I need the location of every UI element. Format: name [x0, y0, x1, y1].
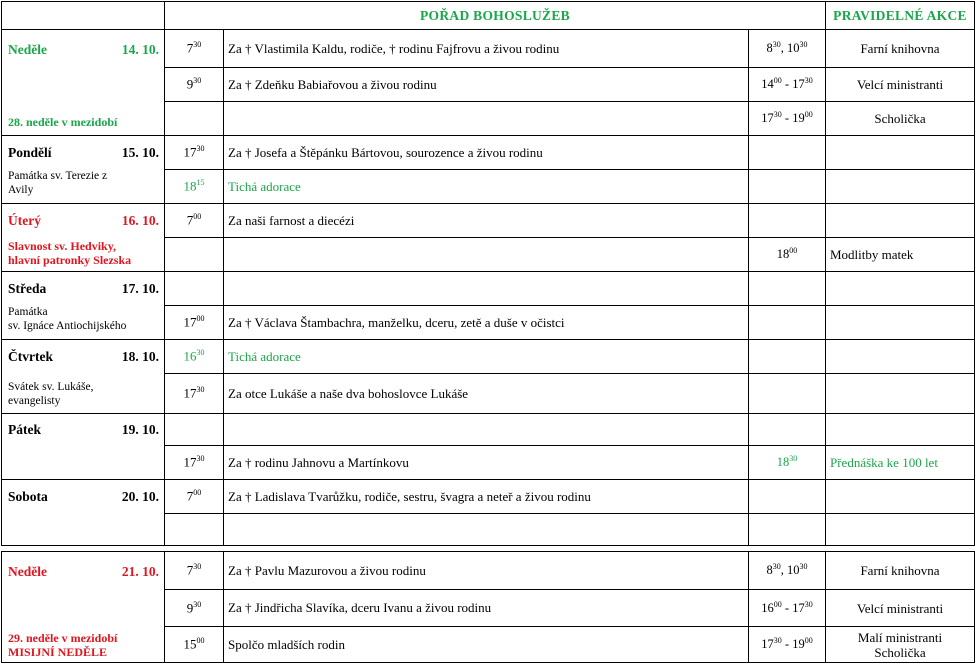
event-name: Farní knihovna [826, 552, 975, 590]
empty-cell [826, 374, 975, 414]
empty-cell [826, 414, 975, 446]
day-feast: Slavnost sv. Hedviky, hlavní patronky Slezska [8, 239, 132, 267]
day-name: Úterý [8, 213, 41, 228]
day-feast: Svátek sv. Lukáše, evangelisty [8, 381, 94, 407]
day-date: 18. 10. [121, 349, 159, 364]
day-date: 15. 10. [121, 145, 159, 160]
day-date: 16. 10. [121, 213, 159, 228]
mass-time: $17^{30}$ [165, 136, 224, 170]
day-monday [2, 136, 165, 204]
empty-cell [749, 480, 826, 514]
event-time: $16^{00} - 17^{30}$ [749, 590, 826, 627]
day-thursday [2, 340, 165, 414]
day-date: 14. 10. [121, 42, 159, 57]
adoration-text: Tichá adorace [224, 170, 749, 204]
mass-intention: Za † Zdeňku Babiařovou a živou rodinu [224, 68, 749, 102]
schedule-table [1, 1, 975, 663]
day-feast: Památka sv. Ignáce Antiochijského [8, 306, 127, 332]
adoration-text: Tichá adorace [224, 340, 749, 374]
day-friday [2, 414, 165, 480]
event-time: $18^{00}$ [749, 238, 826, 272]
day-name: Čtvrtek [8, 349, 53, 364]
empty-cell [224, 238, 749, 272]
services-header: POŘAD BOHOSLUŽEB [165, 2, 826, 30]
header-empty-cell [2, 2, 165, 30]
mass-intention: Spolčo mladších rodin [224, 627, 749, 663]
empty-cell [224, 102, 749, 136]
empty-cell [165, 238, 224, 272]
mass-intention: Za † Josefa a Štěpánku Bártovou, sourozence a živou rodinu [224, 136, 749, 170]
event-name: Velcí ministranti [826, 590, 975, 627]
day-name: Neděle [8, 564, 47, 579]
empty-cell [165, 414, 224, 446]
day-date: 17. 10. [121, 281, 159, 296]
empty-cell [224, 514, 749, 546]
mass-time: $18^{15}$ [165, 170, 224, 204]
mass-time: $17^{30}$ [165, 446, 224, 480]
event-name: Malí ministranti Scholička [826, 627, 975, 663]
empty-cell [749, 374, 826, 414]
day-sunday-2 [2, 552, 165, 663]
mass-intention: Za † rodinu Jahnovu a Martínkovu [224, 446, 749, 480]
mass-time: $7^{30}$ [165, 30, 224, 68]
empty-cell [749, 340, 826, 374]
event-name: Velcí ministranti [826, 68, 975, 102]
day-wednesday [2, 272, 165, 340]
mass-time: $17^{30}$ [165, 374, 224, 414]
empty-cell [749, 514, 826, 546]
mass-intention: Za † Václava Štambachra, manželku, dceru, zetě a duše v očistci [224, 306, 749, 340]
mass-intention: Za † Jindřicha Slavíka, dceru Ivanu a živou rodinu [224, 590, 749, 627]
day-tuesday [2, 204, 165, 272]
empty-cell [826, 306, 975, 340]
mass-intention: Za naši farnost a diecézi [224, 204, 749, 238]
empty-cell [749, 272, 826, 306]
event-time: $8^{30}$, $10^{30}$ [749, 30, 826, 68]
empty-cell [165, 102, 224, 136]
event-time: $17^{30} - 19^{00}$ [749, 102, 826, 136]
event-name: Přednáška ke 100 let [826, 446, 975, 480]
event-time: $18^{30}$ [749, 446, 826, 480]
day-date: 20. 10. [121, 489, 159, 504]
day-name: Pondělí [8, 145, 52, 160]
event-name: Farní knihovna [826, 30, 975, 68]
mass-intention: Za † Pavlu Mazurovou a živou rodinu [224, 552, 749, 590]
mass-time: $15^{00}$ [165, 627, 224, 663]
mass-time: $7^{00}$ [165, 204, 224, 238]
day-sunday-1 [2, 30, 165, 136]
empty-cell [749, 414, 826, 446]
day-date: 19. 10. [121, 422, 159, 437]
mass-time: $17^{00}$ [165, 306, 224, 340]
mass-intention: Za † Vlastimila Kaldu, rodiče, † rodinu Fajfrovu a živou rodinu [224, 30, 749, 68]
day-name: Středa [8, 281, 47, 296]
event-time: $8^{30}$, $10^{30}$ [749, 552, 826, 590]
mass-time: $7^{30}$ [165, 552, 224, 590]
event-time: $17^{30} - 19^{00}$ [749, 627, 826, 663]
empty-cell [749, 170, 826, 204]
day-name: Pátek [8, 422, 41, 437]
empty-cell [826, 272, 975, 306]
mass-time: $9^{30}$ [165, 68, 224, 102]
day-feast: 28. neděle v mezidobí [8, 115, 118, 129]
event-name: Modlitby matek [826, 238, 975, 272]
day-name: Sobota [8, 489, 48, 504]
events-header: PRAVIDELNÉ AKCE [826, 2, 975, 30]
day-name: Neděle [8, 42, 47, 57]
empty-cell [224, 272, 749, 306]
empty-cell [165, 272, 224, 306]
event-time: $14^{00} - 17^{30}$ [749, 68, 826, 102]
event-name: Scholička [826, 102, 975, 136]
mass-time: $16^{30}$ [165, 340, 224, 374]
day-feast: Památka sv. Terezie z Avily [8, 170, 108, 196]
mass-intention: Za otce Lukáše a naše dva bohoslovce Lukáše [224, 374, 749, 414]
mass-time: $9^{30}$ [165, 590, 224, 627]
day-date: 21. 10. [121, 564, 159, 579]
empty-cell [165, 514, 224, 546]
empty-cell [826, 204, 975, 238]
mass-time: $7^{00}$ [165, 480, 224, 514]
day-feast: 29. neděle v mezidobí MISIJNÍ NEDĚLE [8, 631, 118, 659]
empty-cell [749, 136, 826, 170]
empty-cell [826, 514, 975, 546]
empty-cell [826, 136, 975, 170]
day-saturday [2, 480, 165, 546]
empty-cell [224, 414, 749, 446]
empty-cell [749, 204, 826, 238]
mass-intention: Za † Ladislava Tvarůžku, rodiče, sestru, švagra a neteř a živou rodinu [224, 480, 749, 514]
empty-cell [749, 306, 826, 340]
empty-cell [826, 340, 975, 374]
empty-cell [826, 480, 975, 514]
empty-cell [826, 170, 975, 204]
